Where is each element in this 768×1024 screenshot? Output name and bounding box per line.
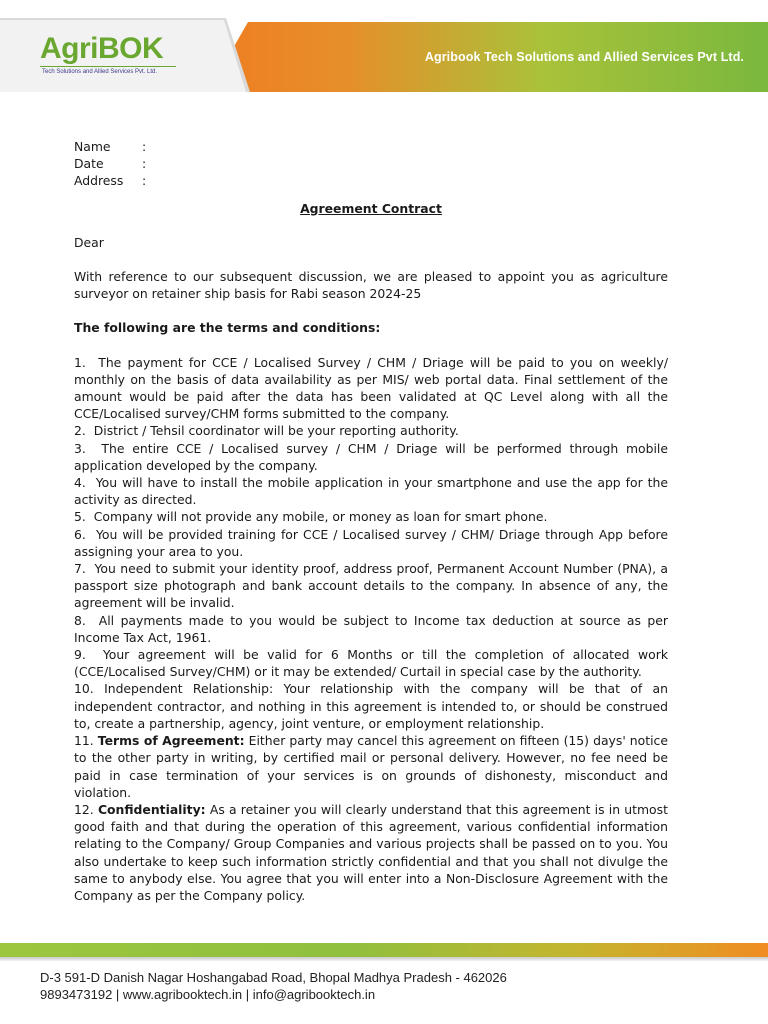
term-item: 2. District / Tehsil coordinator will be your reporting authority.: [74, 423, 459, 439]
date-separator: :: [142, 156, 147, 172]
terms-list: [74, 354, 668, 905]
address-label: Address: [74, 173, 124, 189]
term-item: 8. All payments made to you would be subject to Income tax deduction at source as per Income Tax Act, 1961.: [74, 612, 668, 645]
intro-paragraph: With reference to our subsequent discussion, we are pleased to appoint you as agriculture surveyor on retainer ship basis for Rabi season 2024-25: [74, 269, 668, 302]
term-bold-label: Confidentiality:: [97, 801, 206, 817]
address-row: [74, 172, 668, 189]
document-title: Agreement Contract: [300, 200, 442, 216]
term-item: 4. You will have to install the mobile application in your smartphone and use the app for the activity as directed.: [74, 475, 668, 508]
letterhead-header: [0, 0, 768, 92]
term-item: 7. You need to submit your identity proof, address proof, Permanent Account Number (PNA), a passport size photograph and bank account details to the company. In absence of any, the agreement will be invalid.: [74, 561, 668, 611]
footer-band-shadow: [0, 957, 768, 961]
name-separator: :: [142, 139, 147, 154]
address-separator: :: [142, 173, 147, 189]
terms-heading: The following are the terms and conditions:: [74, 320, 381, 336]
company-logo: [40, 32, 190, 82]
name-row: [74, 138, 668, 155]
term-item: 5. Company will not provide any mobile, or money as loan for smart phone.: [74, 509, 548, 525]
logo-underline: [40, 66, 176, 67]
term-item: 3. The entire CCE / Localised survey / CHM / Driage will be performed through mobile application developed by the company.: [74, 440, 668, 473]
salutation: Dear: [74, 234, 104, 250]
term-bold-label: Terms of Agreement:: [97, 733, 245, 749]
letter-body: [74, 138, 668, 904]
term-item: 10. Independent Relationship: Your relationship with the company will be that of an independent contractor, and nothing in this agreement is intended to, or should be construed to, create a partnership, agency, joint venture, or employment relationship.: [74, 681, 668, 731]
header-company-name: Agribook Tech Solutions and Allied Services Pvt Ltd.: [424, 50, 744, 64]
term-item: 11. Terms of Agreement: Either party may cancel this agreement on fifteen (15) days' notice to the other party in writing, by certified mail or personal delivery. However, no fee need be paid in case termination of your services is on grounds of dishonesty, misconduct and violation.: [74, 733, 668, 800]
term-item: 12. Confidentiality: As a retainer you will clearly understand that this agreement is in utmost good faith and that during the operation of this agreement, various confidential information relating to the Company/ Group Companies and various projects shall be passed on to you. You also undertake to keep such information strictly confidential and that you shall not divulge the same to anybody else. You agree that you will enter into a Non-Disclosure Agreement with the Company as per the Company policy.: [74, 801, 668, 903]
term-item: 1. The payment for CCE / Localised Survey / CHM / Driage will be paid to you on weekly/ monthly on the basis of data availability as per MIS/ web portal data. Final settlement of the amount would be paid after the data has been validated at QC Level along with all the CCE/Localised survey/CHM forms submitted to the company.: [74, 354, 668, 422]
name-label: Name: [74, 139, 111, 154]
date-row: [74, 155, 668, 172]
footer-address: D-3 591-D Danish Nagar Hoshangabad Road, Bhopal Madhya Pradesh - 462026: [40, 970, 507, 985]
term-item: 6. You will be provided training for CCE / Localised survey / CHM/ Driage through App before assigning your area to you.: [74, 526, 668, 559]
footer-contact: 9893473192 | www.agribooktech.in | info@agribooktech.in: [40, 987, 376, 1002]
term-item: 9. Your agreement will be valid for 6 Months or till the completion of allocated work (CCE/Localised Survey/CHM) or it may be extended/ Curtail in special case by the authority.: [74, 647, 669, 680]
logo-tagline: Tech Solutions and Allied Services Pvt. Ltd.: [42, 69, 158, 75]
logo-wordmark: AgriBOK: [40, 32, 164, 65]
date-label: Date: [74, 156, 104, 172]
